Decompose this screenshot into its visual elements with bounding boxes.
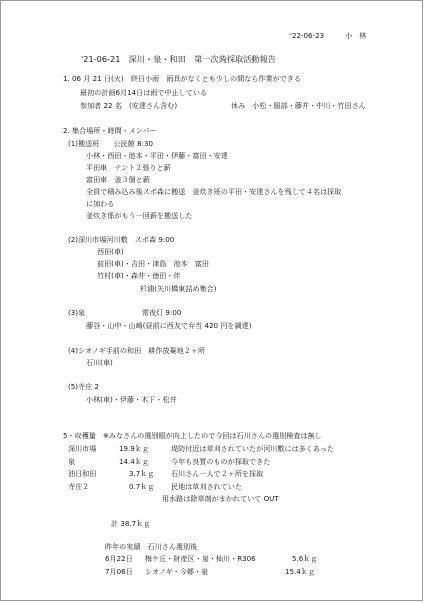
harvest-place: 泉 xyxy=(68,457,76,466)
group3-heading: (3)泉 常夜灯 9:00 xyxy=(68,308,182,317)
section1-absent: 休み 小松・服部・藤井・中川・竹田さん xyxy=(231,101,366,110)
section5-heading: 5・収穫量 ※みなさんの選別眼が向上したので今回は石川さんの選別検査は無し xyxy=(63,431,322,440)
group1-note2: に加わる xyxy=(86,199,115,208)
harvest-note: 民地は草刈されていた xyxy=(171,482,242,491)
group4-heading: (4)シオノギ手前の和田 耕作放棄地２ヶ所 xyxy=(68,346,206,355)
past-heading: 昨年の実績 石川さん選別後 xyxy=(105,542,198,551)
group2-line3: 竹村(車)・森井・徳田・伴 xyxy=(97,271,181,280)
group1-car1: 平田車 テント２張りと薪 xyxy=(86,163,171,172)
header-date: '22-06-23 xyxy=(290,31,325,40)
group2-line2: 前田(車)・吉田・津島 池本 富田 xyxy=(97,259,209,268)
group3-members: 藤谷・山中・山崎(昼前に西友で弁当 420 円を調達) xyxy=(86,321,252,330)
past-desc: 梅ケ丘・財産区・泉・杣川・R306 xyxy=(145,554,256,563)
section2-heading: 2. 集合場所・時間・メンバー xyxy=(63,126,157,135)
group1-members: 小林・西田・池本・平田・伊藤・富田・安達 xyxy=(86,151,228,160)
harvest-place: 油日和田 xyxy=(68,469,97,478)
group1-car2: 富田車 釜３個と薪 xyxy=(86,175,150,184)
header-author: 小 林 xyxy=(345,31,367,40)
harvest-place: 寺庄２ xyxy=(68,482,90,491)
harvest-amount: 0.7ｋｇ xyxy=(129,482,155,491)
harvest-place: 深川市場 xyxy=(68,444,97,453)
harvest-note: 石川さん一人で２ヶ所を採取 xyxy=(171,469,264,478)
group2-line4: 杉浦(矢川橋東詰め集合) xyxy=(140,284,217,293)
past-desc: シオノギ・今郷・泉 xyxy=(145,567,209,576)
past-date: 6月22日 xyxy=(105,554,133,563)
harvest-note: 今年も良質のものが採取できた xyxy=(171,457,271,466)
harvest-note: 堤防付近は草刈されていたが河川敷には多くあった xyxy=(171,444,335,453)
group1-note1: 全員で積み込み後スポ森に搬送 釜炊き班の平田・安達さんを残して４名は採取 xyxy=(86,187,342,196)
group1-note3: 釜炊き係がもう一回薪を搬送した xyxy=(86,211,193,220)
past-date: 7月06日 xyxy=(105,567,133,576)
harvest-note-extra: 用水路は除草剤がまかれていて OUT xyxy=(162,494,279,503)
harvest-amount: 14.4ｋｇ xyxy=(119,457,149,466)
section1-line2: 最初の計画6月14日は雨で中止している xyxy=(80,88,208,97)
harvest-amount: 19.9ｋｇ xyxy=(119,444,149,453)
group2-heading: (2)深川市場河川敷 スポ森 9:00 xyxy=(68,235,175,244)
group4-members: 石川(車) xyxy=(86,358,113,367)
group5-members: 小林(車)・伊藤・木下・松井 xyxy=(86,395,177,404)
harvest-total: 計 38.7ｋｇ xyxy=(111,519,151,528)
past-amount: 15.4ｋｇ xyxy=(285,567,315,576)
group2-line1: 西田(車) xyxy=(97,247,124,256)
section1-participants: 参加者 22 名 (安達さん含む) xyxy=(80,101,178,110)
past-amount: 5.6ｋｇ xyxy=(292,554,318,563)
section1-line1: 1. 06 月 21 日(火) 終日小雨 雨具がなくとも少しの間なら作業ができる xyxy=(63,74,301,83)
harvest-amount: 3.7ｋｇ xyxy=(129,469,155,478)
report-title: '21-06-21 深川・泉・和田 第一次蒟採取活動報告 xyxy=(81,54,276,64)
group5-heading: (5)寺庄 2 xyxy=(68,382,100,391)
group1-heading: (1)搬送班 公民館 8:30 xyxy=(68,139,153,148)
